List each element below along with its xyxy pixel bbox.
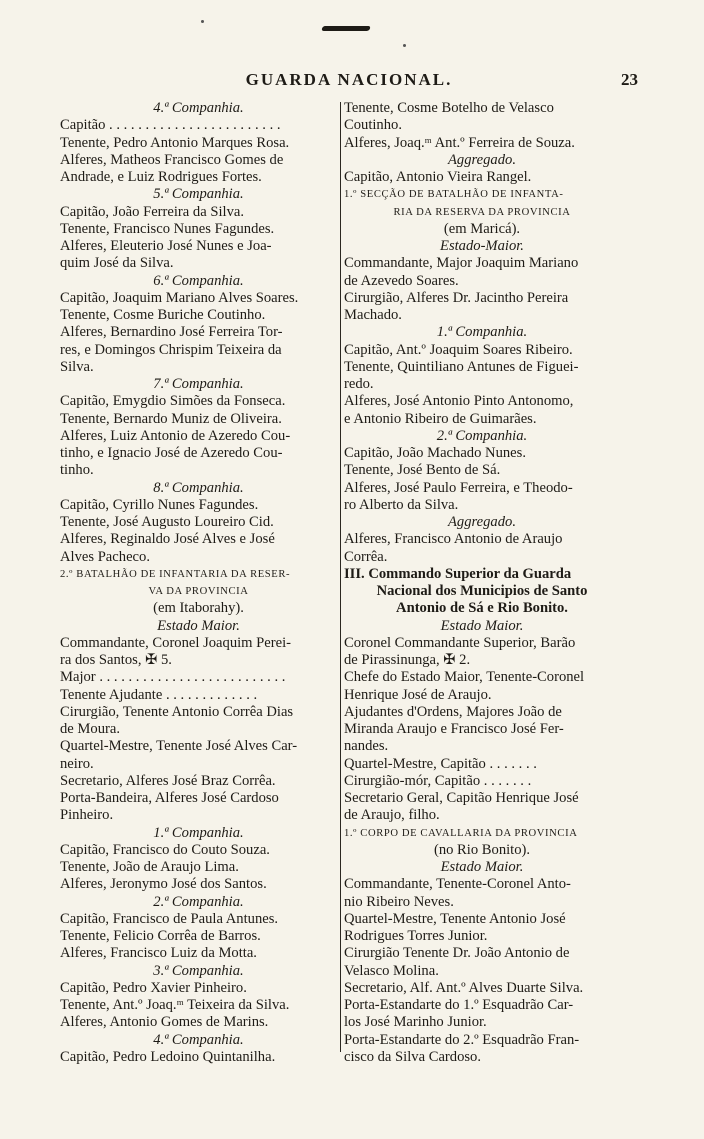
right-column-line: 1.ª Companhia. [436, 324, 528, 341]
left-column-line: Alves Pacheco. [60, 548, 150, 565]
right-column-line: Quartel-Mestre, Capitão . . . . . . . [344, 755, 537, 772]
right-column-line: Coutinho. [344, 117, 402, 134]
page-number: 23 [621, 70, 638, 89]
right-column-line: (no Rio Bonito). [433, 841, 531, 858]
left-column-line: Tenente, Felicio Corrêa de Barros. [60, 928, 261, 944]
right-column-line: Corrêa. [344, 548, 388, 565]
right-column-line: Alferes, José Antonio Pinto Antonomo, [344, 393, 574, 410]
left-column-line: Capitão, Pedro Ledoino Quintanilha. [60, 1048, 276, 1065]
left-column-line: Andrade, e Luiz Rodrigues Fortes. [60, 169, 262, 185]
left-column-line: Estado Maior. [157, 617, 240, 634]
left-column-line: Tenente, Bernardo Muniz de Oliveira. [60, 410, 282, 427]
right-column-line: Alferes, Joaq.ᵐ Ant.º Ferreira de Souza. [344, 134, 575, 151]
left-column-line: Alferes, Antonio Gomes de Marins. [60, 1014, 269, 1031]
right-column-line: Cirurgião, Alferes Dr. Jacintho Pereira [344, 289, 569, 306]
right-column-line: RIA DA RESERVA DA PROVINCIA [393, 206, 571, 218]
right-column-line: Capitão, João Machado Nunes. [344, 445, 526, 461]
left-column-line: Tenente, Cosme Buriche Coutinho. [60, 307, 266, 323]
right-column-line: Capitão, Ant.º Joaquim Soares Ribeiro. [344, 341, 573, 358]
left-column-line: Capitão . . . . . . . . . . . . . . . . . . . . . . . . [60, 117, 281, 134]
left-column-line: 2.º BATALHÃO DE INFANTARIA DA RESER- [60, 568, 291, 580]
print-speck [201, 20, 204, 23]
left-column-line: Capitão, João Ferreira da Silva. [60, 203, 244, 220]
right-column-line: de Azevedo Soares. [344, 272, 459, 289]
print-speck [403, 44, 406, 47]
left-column-line: Capitão, Pedro Xavier Pinheiro. [60, 979, 247, 996]
ornament-dash [321, 26, 371, 31]
right-column [344, 100, 620, 1066]
page-title: GUARDA NACIONAL. [245, 70, 453, 89]
left-column-line: 7.ª Companhia. [153, 376, 244, 392]
left-column-line: 5.ª Companhia. [153, 186, 244, 203]
left-column-line: Capitão, Joaquim Mariano Alves Soares. [60, 289, 299, 306]
left-column-line: Silva. [60, 358, 94, 375]
right-column-line: 1.º SECÇÃO DE BATALHÃO DE INFANTA- [344, 189, 564, 201]
left-column-line: 3.ª Companhia. [153, 962, 244, 979]
left-column-line: neiro. [60, 755, 94, 772]
right-column-line: Porta-Estandarte do 2.º Esquadrão Fran- [344, 1031, 580, 1048]
left-column-line: quim José da Silva. [60, 255, 174, 272]
right-column-line: Coronel Commandante Superior, Barão [344, 634, 576, 651]
right-column-line: Cirurgião-mór, Capitão . . . . . . . [344, 772, 532, 789]
left-column-line: ra dos Santos, ✠ 5. [60, 652, 172, 668]
left-column-line: Quartel-Mestre, Tenente José Alves Car- [60, 738, 298, 755]
right-column-line: Tenente, Quintiliano Antunes de Figuei- [344, 358, 579, 375]
right-column-line: Nacional dos Municipios de Santo [376, 583, 588, 599]
left-column-line: 8.ª Companhia. [153, 479, 244, 496]
right-column-line: Aggregado. [448, 514, 516, 530]
right-column-line: Velasco Molina. [344, 962, 439, 979]
left-column-line: 6.ª Companhia. [153, 272, 244, 289]
left-column-line: 4.ª Companhia. [153, 1031, 244, 1048]
right-column-line: nio Ribeiro Neves. [344, 893, 454, 910]
right-column-line: Cirurgião Tenente Dr. João Antonio de [344, 945, 570, 962]
left-column-line: 4.ª Companhia. [153, 100, 244, 116]
left-column-line: Alferes, Matheos Francisco Gomes de [60, 151, 284, 168]
right-column-line: Chefe do Estado Maior, Tenente-Coronel [344, 669, 585, 686]
left-column-line: Pinheiro. [60, 807, 114, 824]
right-column-line: Estado-Maior. [440, 238, 524, 254]
right-column-line: Porta-Estandarte do 1.º Esquadrão Car- [344, 997, 574, 1013]
right-column-line: e Antonio Ribeiro de Guimarães. [344, 410, 537, 427]
left-column [60, 100, 337, 1066]
left-column-line: Alferes, Jeronymo José dos Santos. [60, 876, 267, 893]
left-column-line: Tenente Ajudante . . . . . . . . . . . . . [60, 686, 258, 703]
right-column-line: Capitão, Antonio Vieira Rangel. [344, 169, 532, 185]
left-column-line: Alferes, Francisco Luiz da Motta. [60, 945, 257, 962]
left-column-line: Tenente, José Augusto Loureiro Cid. [60, 514, 274, 530]
right-column-line: Estado Maior. [440, 617, 524, 634]
right-column-line: ro Alberto da Silva. [344, 496, 459, 513]
right-column-line: Quartel-Mestre, Tenente Antonio José [344, 910, 566, 927]
right-column-line: Machado. [344, 307, 402, 323]
left-column-line: res, e Domingos Chrispim Teixeira da [60, 341, 282, 358]
left-column-line: Tenente, Ant.º Joaq.ᵐ Teixeira da Silva. [60, 997, 290, 1013]
right-column-line: Commandante, Tenente-Coronel Anto- [344, 876, 571, 893]
left-column-line: Tenente, Pedro Antonio Marques Rosa. [60, 134, 290, 151]
left-column-line: Alferes, Luiz Antonio de Azeredo Cou- [60, 427, 291, 444]
column-divider [340, 102, 341, 1052]
right-column-line: Henrique José de Araujo. [344, 686, 492, 703]
right-column-line: cisco da Silva Cardoso. [344, 1048, 481, 1065]
left-column-line: Secretario, Alferes José Braz Corrêa. [60, 772, 276, 789]
right-column-line: Tenente, Cosme Botelho de Velasco [344, 100, 554, 116]
left-column-line: Capitão, Francisco do Couto Souza. [60, 841, 270, 858]
right-column-line: Secretario, Alf. Ant.º Alves Duarte Silva. [344, 979, 584, 996]
left-column-line: tinho. [60, 462, 94, 479]
left-column-line: Alferes, Reginaldo José Alves e José [60, 531, 275, 548]
left-column-line: Major . . . . . . . . . . . . . . . . . . . . . . . . . . [60, 669, 286, 686]
right-column-line: los José Marinho Junior. [344, 1014, 487, 1031]
left-column-line: 1.ª Companhia. [153, 824, 244, 841]
left-column-line: Alferes, Eleuterio José Nunes e Joa- [60, 238, 272, 254]
right-column-line: Tenente, José Bento de Sá. [344, 462, 501, 479]
right-column-line: Rodrigues Torres Junior. [344, 928, 488, 944]
left-column-line: Capitão, Emygdio Simões da Fonseca. [60, 393, 286, 410]
running-header [60, 70, 638, 94]
left-column-line: VA DA PROVINCIA [148, 586, 249, 597]
right-column-line: (em Maricá). [443, 220, 521, 237]
right-column-line: Alferes, Francisco Antonio de Araujo [344, 531, 563, 548]
right-column-line: Commandante, Major Joaquim Mariano [344, 255, 579, 272]
right-column-line: III. Commando Superior da Guarda [344, 565, 572, 582]
left-column-line: 2.ª Companhia. [153, 893, 244, 910]
right-column-line: Secretario Geral, Capitão Henrique José [344, 790, 579, 806]
right-column-line: redo. [344, 376, 374, 392]
right-column-line: 1.º CORPO DE CAVALLARIA DA PROVINCIA [344, 827, 578, 839]
left-column-line: Alferes, Bernardino José Ferreira Tor- [60, 324, 283, 341]
left-column-line: Capitão, Cyrillo Nunes Fagundes. [60, 496, 259, 513]
right-column-line: 2.ª Companhia. [436, 427, 528, 444]
left-column-line: Capitão, Francisco de Paula Antunes. [60, 910, 279, 927]
right-column-line: Aggregado. [448, 151, 516, 168]
right-column-line: Ajudantes d'Ordens, Majores João de [344, 703, 562, 720]
right-column-line: de Pirassinunga, ✠ 2. [344, 652, 471, 668]
left-column-line: Porta-Bandeira, Alferes José Cardoso [60, 790, 279, 806]
left-column-line: tinho, e Ignacio José de Azeredo Cou- [60, 445, 283, 461]
right-column-line: Alferes, José Paulo Ferreira, e Theodo- [344, 479, 573, 496]
left-column-line: de Moura. [60, 721, 120, 737]
left-column-line: Tenente, João de Araujo Lima. [60, 859, 239, 875]
right-column-line: Estado Maior. [440, 859, 524, 875]
right-column-line: nandes. [344, 738, 389, 755]
left-column-line: Commandante, Coronel Joaquim Perei- [60, 634, 292, 651]
right-column-line: de Araujo, filho. [344, 807, 440, 824]
right-column-line: Antonio de Sá e Rio Bonito. [396, 600, 568, 617]
left-column-line: Cirurgião, Tenente Antonio Corrêa Dias [60, 703, 294, 720]
left-column-line: (em Itaborahy). [153, 600, 244, 617]
right-column-line: Miranda Araujo e Francisco José Fer- [344, 721, 564, 737]
left-column-line: Tenente, Francisco Nunes Fagundes. [60, 220, 275, 237]
